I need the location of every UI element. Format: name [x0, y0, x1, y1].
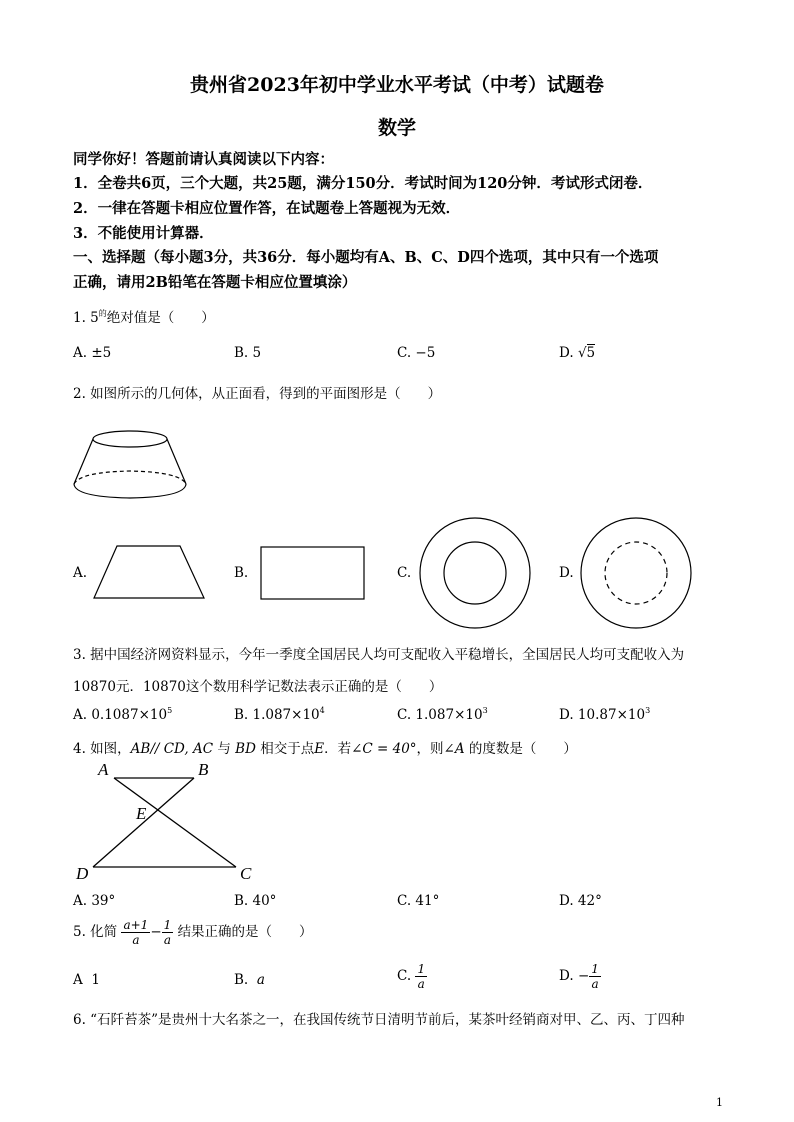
q3-option-d-label: D. 10.87×10	[559, 707, 646, 723]
q3-option-c-label: C. 1.087×10	[397, 707, 483, 723]
q3-option-d-exp: 3	[645, 706, 651, 715]
q5-option-d-num: 1	[591, 962, 599, 976]
q5-option-a-value: 1	[91, 972, 100, 988]
q1-suffix: 绝对值是（ ）	[106, 310, 215, 326]
q5-option-b	[234, 972, 265, 988]
q4-option-a: A. 39°	[73, 893, 116, 909]
q5-prefix: 5. 化简	[73, 924, 118, 940]
section1-heading-line1: 一、选择题（每小题3分，共36分．每小题均有A、B、C、D四个选项，其中只有一个选项	[73, 249, 659, 266]
q4-option-c: C. 41°	[397, 893, 440, 909]
q1-option-a: A. ±5	[73, 345, 112, 361]
q5-minus: −	[150, 924, 162, 940]
point-a-label: A	[98, 760, 109, 779]
q3-line1: 3. 据中国经济网资料显示，今年一季度全国居民人均可支配收入平稳增长，全国居民人均可支配收入为	[73, 647, 685, 663]
q2-option-b: B.	[234, 565, 249, 581]
q3-option-a-label: A. 0.1087×10	[73, 707, 168, 723]
q5-option-d-fraction	[589, 962, 601, 991]
q4-option-d: D. 42°	[559, 893, 602, 909]
q5-f1-num: a+1	[123, 918, 149, 932]
q1-sup: 的	[98, 309, 107, 318]
q4-e: E	[314, 741, 325, 757]
q4-angle-a: ∠A	[443, 741, 465, 757]
point-c-label: C	[240, 864, 252, 883]
q4-mid3: ．若	[324, 741, 352, 757]
q4-bd: BD	[235, 741, 256, 757]
q1-prefix: 1. 5	[73, 310, 99, 326]
q5-f2-num: 1	[163, 918, 172, 932]
q5-stem	[73, 918, 313, 947]
section1-heading-line2: 正确，请用2B铅笔在答题卡相应位置填涂）	[73, 274, 357, 291]
instruction-3: 3．不能使用计算器．	[73, 225, 214, 242]
instruction-1: 1．全卷共6页，三个大题，共25题，满分150分．考试时间为120分钟．考试形式闭卷．	[73, 175, 653, 192]
q3-option-b-label: B. 1.087×10	[234, 707, 320, 723]
q5-option-c-den: a	[417, 977, 425, 991]
q4-mid1: 与	[213, 741, 236, 757]
q1-option-d-label: D.	[559, 345, 578, 361]
q4-option-b: B. 40°	[234, 893, 277, 909]
q2-option-d: D.	[559, 565, 574, 581]
q5-option-b-letter: B.	[234, 972, 249, 988]
q3-line2: 10870元．10870这个数用科学记数法表示正确的是（ ）	[73, 679, 443, 695]
q5-fraction-2	[162, 918, 174, 947]
q5-option-d-letter: D.	[559, 968, 574, 984]
q5-option-d-den: a	[591, 977, 599, 991]
q1-option-b: B. 5	[234, 345, 262, 361]
q5-option-d	[559, 962, 601, 991]
point-b-label: B	[198, 760, 209, 779]
q4-num: 4. 如图，	[73, 741, 131, 757]
q5-option-d-sign: −	[577, 968, 590, 984]
q3-option-a-exp: 5	[167, 706, 173, 715]
instructions-heading: 同学你好！答题前请认真阅读以下内容：	[73, 151, 334, 168]
q5-option-c-num: 1	[417, 962, 426, 976]
q3-option-c-exp: 3	[482, 706, 488, 715]
subject-title: 数学	[377, 117, 416, 139]
page-number: 1	[716, 1096, 723, 1109]
q5-option-c-letter: C.	[397, 968, 412, 984]
q5-option-c	[397, 962, 427, 991]
exam-title: 贵州省2023年初中学业水平考试（中考）试题卷	[190, 74, 604, 96]
sqrt-icon: √	[577, 345, 587, 361]
q5-option-c-fraction	[415, 962, 427, 991]
q2-stem: 2. 如图所示的几何体，从正面看，得到的平面图形是（ ）	[73, 386, 442, 402]
q5-suffix: 结果正确的是（ ）	[177, 924, 313, 940]
q5-option-b-value: a	[256, 972, 265, 988]
q1-option-d-radicand: 5	[586, 345, 596, 361]
instruction-2: 2．一律在答题卡相应位置作答，在试题卷上答题视为无效．	[73, 200, 461, 217]
q4-tail: 的度数是（ ）	[464, 741, 577, 757]
point-e-label: E	[136, 804, 147, 823]
q5-f2-den: a	[163, 933, 172, 947]
q4-mid4: ，则	[416, 741, 444, 757]
q5-option-a-letter: A	[73, 972, 83, 988]
q4-angle-c: ∠C = 40°	[351, 741, 417, 757]
q5-f1-den: a	[132, 933, 140, 947]
q4-mid2: 相交于点	[255, 741, 315, 757]
q5-fraction-1	[121, 918, 150, 947]
segment-ac	[114, 778, 236, 867]
q4-parallel: AB// CD, AC	[130, 741, 214, 757]
q3-option-b-exp: 4	[319, 706, 325, 715]
q2-option-c: C.	[397, 565, 412, 581]
q2-option-a: A.	[73, 565, 88, 581]
q5-option-a	[73, 972, 100, 988]
q6-line1: 6. “石阡苔茶”是贵州十大名茶之一，在我国传统节日清明节前后，某茶叶经销商对甲、乙、丙、丁四种	[73, 1012, 685, 1028]
point-d-label: D	[76, 864, 89, 883]
q1-option-c: C. −5	[397, 345, 436, 361]
